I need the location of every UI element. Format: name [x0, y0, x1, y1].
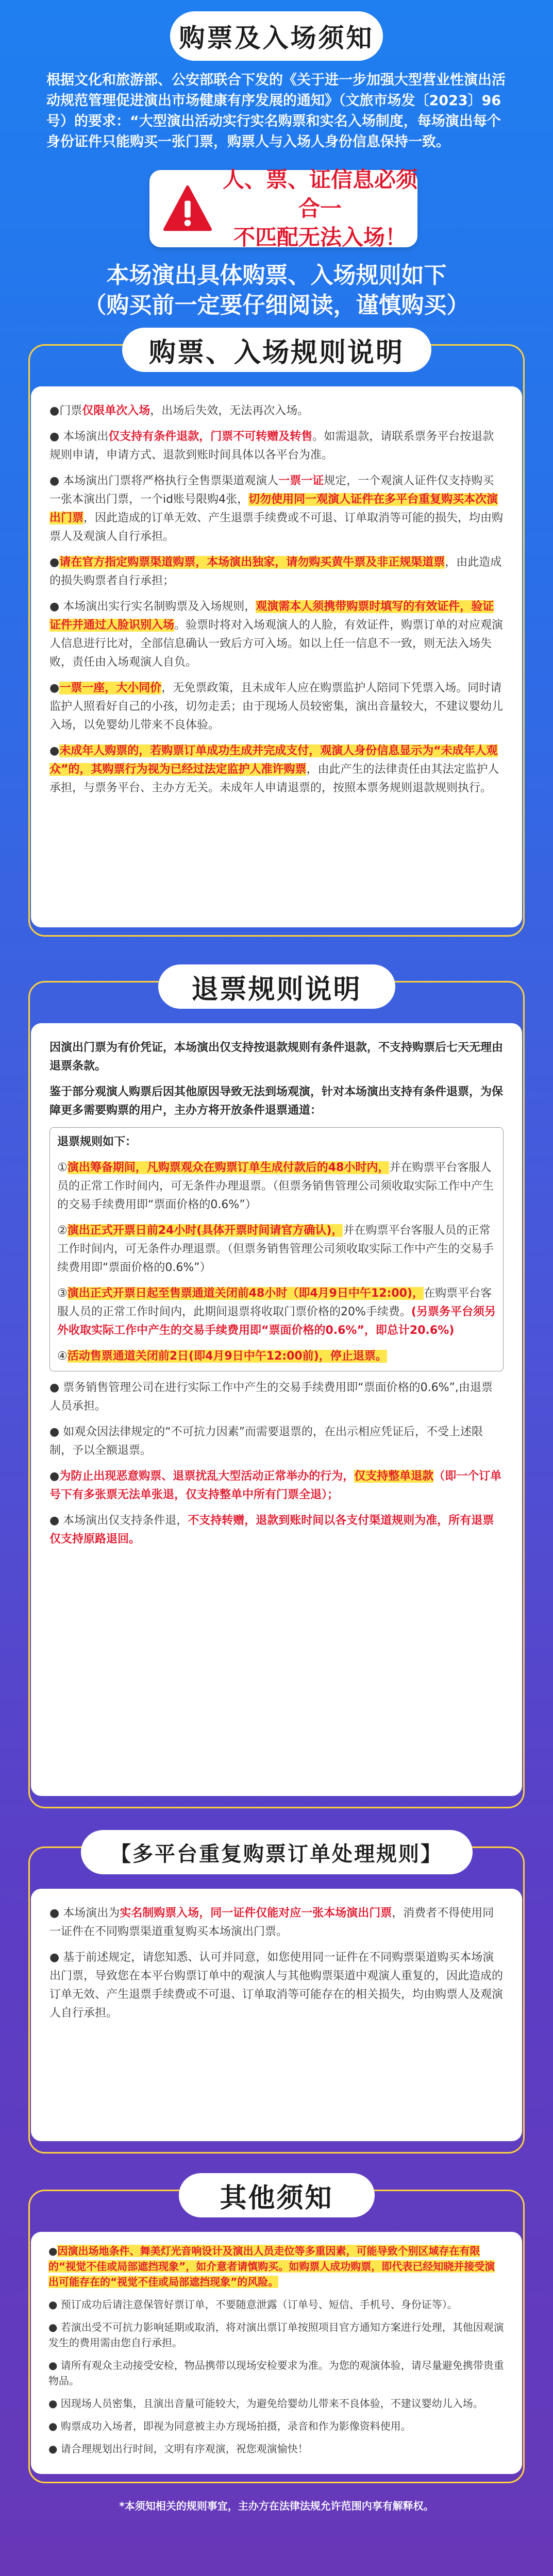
- refund-rules-box: [49, 1127, 504, 1371]
- other-note-3: ● 若演出受不可抗力影响延期或取消，将对演出票订单按照项目官方通知方案进行处理，其他因观演发生的费用需由您自行承担。: [48, 2321, 504, 2349]
- purchase-rules-card: [31, 386, 522, 927]
- rules-intro: [0, 261, 553, 320]
- section-title-duplicate: 【多平台重复购票订单处理规则】: [81, 1830, 473, 1874]
- other-note-6: ● 购票成功入场者，即视为同意被主办方现场拍摄，录音和作为影像资料使用。: [48, 2420, 411, 2432]
- purchase-rule-2: ● 本场演出仅支持有条件退款，门票不可转赠及转售。如需退款，请联系票务平台按退款规则申请，申请方式、退款到账时间具体以各平台为准。: [49, 430, 494, 462]
- duplicate-rule-1: ● 本场演出为实名制购票入场，同一证件仅能对应一张本场演出门票，消费者不得使用同一证件在不同购票渠道重复购买本场演出门票。: [49, 1907, 494, 1938]
- other-notes-card: [31, 2232, 522, 2474]
- page-title: 购票及入场须知: [170, 11, 383, 61]
- section-title-refund: 退票规则说明: [158, 964, 395, 1009]
- refund-rule-4: ④活动售票通道关闭前2日(即4月9日中午12:00前)，停止退票。: [57, 1350, 387, 1363]
- refund-rules-label: 退票规则如下：: [57, 1136, 137, 1148]
- refund-rule-1: ①演出筹备期间，凡购票观众在购票订单生成付款后的48小时内，并在购票平台客服人员的正常工作时间内，可无条件办理退票。（但票务销售管理公司须收取实际工作中产生的交易手续费用即“票面价格的0.6%”）: [57, 1161, 494, 1211]
- section-title-other: 其他须知: [179, 2173, 375, 2217]
- refund-note-fee: ● 票务销售管理公司在进行实际工作中产生的交易手续费用即“票面价格的0.6%”,由退票人员承担。: [49, 1381, 493, 1413]
- warning-triangle-icon: [163, 184, 212, 233]
- other-note-1: ●因演出场地条件、舞美灯光音响设计及演出人员走位等多重因素，可能导致个别区域存在有限的“视觉不佳或局部遮挡现象”，如介意者请慎购买。如购票人成功购票，即代表已经知晓并接受演出可能存在的“视觉不佳或局部遮挡现象”的风险。: [48, 2245, 495, 2288]
- footer-disclaimer: *本须知相关的规则事宜，主办方在法律法规允许范围内享有解释权。: [119, 2500, 434, 2512]
- warning-box: [149, 167, 418, 250]
- rules-intro-line-2: （购买前一定要仔细阅读，谨慎购买）: [83, 292, 470, 318]
- purchase-rule-1: ●门票仅限单次入场，出场后失效，无法再次入场。: [49, 404, 309, 417]
- duplicate-rule-2: ● 基于前述规定，请您知悉、认可并同意，如您使用同一证件在不同购票渠道购买本场演出门票，导致您在本平台购票订单中的观演人与其他购票渠道中观演人重复的，因此造成的订单无效、产生退票手续费或不可退、订单取消等可能存在的相关损失，均由购票人及观演人自行承担。: [49, 1951, 504, 2020]
- purchase-rule-5: ● 本场演出实行实名制购票及入场规则，观演需本人须携带购票时填写的有效证件，验证证件并通过人脸识别入场。验票时将对入场观演人的人脸，有效证件，购票订单的对应观演人信息进行比对，全部信息确认一致后方可入场。如以上任一信息不一致，则无法入场失败，责任由入场观演人自负。: [49, 600, 504, 669]
- rules-intro-line-1: 本场演出具体购票、入场规则如下: [106, 262, 447, 289]
- refund-rule-3: ③演出正式开票日起至售票通道关闭前48小时（即4月9日中午12:00)，在购票平台客服人员的正常工作时间内，此期间退票将收取门票价格的20%手续费。(另票务平台须另外收取实际工作中产生的交易手续费用即“票面价格的0.6%”，即总计20.6%): [57, 1287, 496, 1337]
- refund-note-no-transfer: ● 本场演出仅支持条件退，不支持转赠，退款到账时间以各支付渠道规则为准，所有退票仅支持原路退回。: [49, 1514, 494, 1546]
- refund-intro-1: 因演出门票为有价凭证，本场演出仅支持按退款规则有条件退款，不支持购票后七天无理由退票条款。: [49, 1041, 504, 1073]
- other-note-7: ● 请合理规划出行时间，文明有序观演，祝您观演愉快！: [48, 2443, 308, 2455]
- purchase-rule-3: ● 本场演出门票将严格执行全售票渠道观演人一票一证规定，一个观演人证件仅支持购买一张本演出门票，一个id账号限购4张，切勿使用同一观演人证件在多平台重复购买本次演出门票，因此造成的订单无效、产生退票手续费或不可退、订单取消等可能的损失，均由购票人及观演人自行承担。: [49, 474, 504, 543]
- refund-rule-2: ②演出正式开票日前24小时(具体开票时间请官方确认)，并在购票平台客服人员的正常工作时间内，可无条件办理退票。（但票务销售管理公司须收取实际工作中产生的交易手续费用即“票面价格的0.6%”）: [57, 1224, 494, 1274]
- purchase-rule-6: ●一票一座，大小同价，无免票政策，且未成年人应在购票监护人陪同下凭票入场。同时请监护人照看好自己的小孩，切勿走丢；由于现场人员较密集，演出音量较大，不建议婴幼儿入场，以免婴幼儿带来不良体验。: [49, 682, 504, 732]
- other-note-2: ● 预订成功后请注意保管好票订单，不要随意泄露（订单号、短信、手机号、身份证等）。: [48, 2298, 458, 2311]
- other-note-4: ● 请所有观众主动接受安检，物品携带以现场安检要求为准。为您的观演体验，请尽量避免携带贵重物品。: [48, 2359, 504, 2387]
- refund-rules-card: [31, 1023, 522, 1796]
- warning-line-1: 人、票、证信息必须合一: [223, 167, 418, 221]
- duplicate-order-card: [31, 1889, 522, 2141]
- refund-intro-2: 鉴于部分观演人购票后因其他原因导致无法到场观演，针对本场演出支持有条件退票，为保障更多需要购票的用户，主办方将开放条件退票通道：: [49, 1086, 504, 1117]
- section-title-purchase: 购票、入场规则说明: [122, 328, 431, 372]
- other-note-5: ● 因现场人员密集，且演出音量可能较大，为避免给婴幼儿带来不良体验，不建议婴幼儿入场。: [48, 2397, 483, 2410]
- intro-text: 根据文化和旅游部、公安部联合下发的《关于进一步加强大型营业性演出活动规范管理促进演出市场健康有序发展的通知》（文旅市场发〔2023〕96号）的要求：“大型演出活动实行实名购票和实名入场制度，每场演出每个身份证件只能购买一张门票，购票人与入场人身份信息保持一致。: [46, 72, 506, 150]
- warning-line-2: 不匹配无法入场！: [233, 225, 407, 250]
- refund-note-force-majeure: ● 如观众因法律规定的“不可抗力因素”而需要退票的，在出示相应凭证后，不受上述限制，予以全额退票。: [49, 1426, 483, 1457]
- purchase-rule-7: ●未成年人购票的，若购票订单成功生成并完成支付，观演人身份信息显示为“未成年人观众”的，其购票行为视为已经过法定监护人准许购票，由此产生的法律责任由其法定监护人承担，与票务平台、主办方无关。未成年人申请退票的，按照本票务规则退款规则执行。: [49, 744, 499, 794]
- refund-note-whole-order: ●为防止出现恶意购票、退票扰乱大型活动正常举办的行为，仅支持整单退款（即一个订单号下有多张票无法单张退，仅支持整单中所有门票全退）；: [49, 1470, 502, 1501]
- purchase-rule-4: ●请在官方指定购票渠道购票，本场演出独家，请勿购买黄牛票及非正规渠道票，由此造成的损失购票者自行承担；: [49, 556, 502, 587]
